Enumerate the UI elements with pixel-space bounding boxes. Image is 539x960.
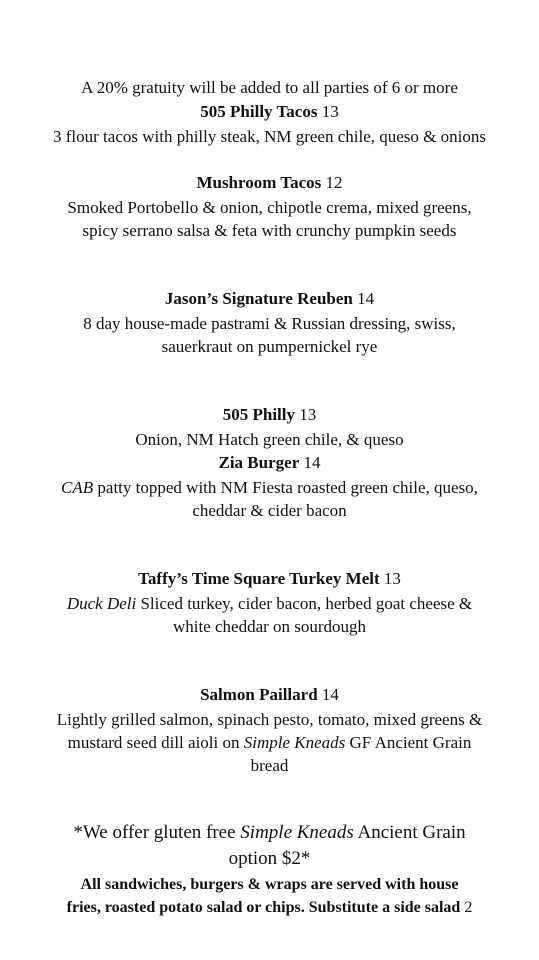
- menu-item-desc: Duck Deli Sliced turkey, cider bacon, herbed goat cheese &: [66, 594, 473, 613]
- menu-item-desc: CAB patty topped with NM Fiesta roasted green chile, queso,: [61, 478, 478, 497]
- gluten-free-note-price: option $2*: [228, 848, 311, 869]
- menu-item-desc: Smoked Portobello & onion, chipotle crema, mixed greens,: [67, 198, 472, 217]
- supplier-name: CAB: [61, 478, 94, 497]
- menu-item-title: [0, 404, 539, 426]
- menu-item-desc: Onion, NM Hatch green chile, & queso: [135, 430, 404, 449]
- menu-item-price: 13: [383, 569, 401, 588]
- gluten-free-note: *We offer gluten free Simple Kneads Ancient Grain: [73, 822, 466, 843]
- sides-note: fries, roasted potato salad or chips. Substitute a side salad 2: [66, 899, 473, 916]
- menu-item-name: 505 Philly Tacos: [200, 102, 318, 121]
- menu-item-title: [0, 568, 539, 590]
- menu-item-price: 13: [321, 102, 339, 121]
- menu-item-desc: 8 day house-made pastrami & Russian dressing, swiss,: [83, 314, 456, 333]
- menu-item-desc: white cheddar on sourdough: [172, 617, 367, 636]
- menu-item-name: Mushroom Tacos: [196, 173, 322, 192]
- menu-item-title: [0, 172, 539, 194]
- menu-item-price: 14: [357, 289, 375, 308]
- menu-item-title: [0, 684, 539, 706]
- menu-item-price: 12: [325, 173, 343, 192]
- gratuity-note: A 20% gratuity will be added to all parties of 6 or more: [81, 78, 458, 97]
- side-salad-price: 2: [460, 899, 473, 916]
- menu-item-desc: bread: [250, 756, 289, 775]
- menu-item-name: Jason’s Signature Reuben: [164, 289, 353, 308]
- menu-item-title: [0, 288, 539, 310]
- menu-item-desc: mustard seed dill aioli on Simple Kneads GF Ancient Grain: [67, 733, 472, 752]
- menu-item-title: [0, 452, 539, 474]
- menu-item-name: Zia Burger: [218, 453, 300, 472]
- menu-item-name: 505 Philly: [222, 405, 295, 424]
- menu-item-name: Taffy’s Time Square Turkey Melt: [138, 569, 380, 588]
- brand-name: Simple Kneads: [243, 733, 346, 752]
- menu-item-desc: cheddar & cider bacon: [192, 501, 347, 520]
- menu-item-price: 13: [299, 405, 317, 424]
- supplier-name: Duck Deli: [66, 594, 137, 613]
- menu-item-title: [0, 101, 539, 123]
- brand-name: Simple Kneads: [240, 822, 354, 843]
- menu-item-price: 14: [321, 685, 339, 704]
- menu-item-name: Salmon Paillard: [200, 685, 318, 704]
- menu-item-desc: sauerkraut on pumpernickel rye: [161, 337, 378, 356]
- menu-item-price: 14: [303, 453, 321, 472]
- menu-item-desc: spicy serrano salsa & feta with crunchy pumpkin seeds: [82, 221, 457, 240]
- menu-item-desc: 3 flour tacos with philly steak, NM green chile, queso & onions: [53, 127, 486, 146]
- sides-note: All sandwiches, burgers & wraps are served with house: [80, 876, 459, 893]
- menu-item-desc: Lightly grilled salmon, spinach pesto, tomato, mixed greens &: [56, 710, 483, 729]
